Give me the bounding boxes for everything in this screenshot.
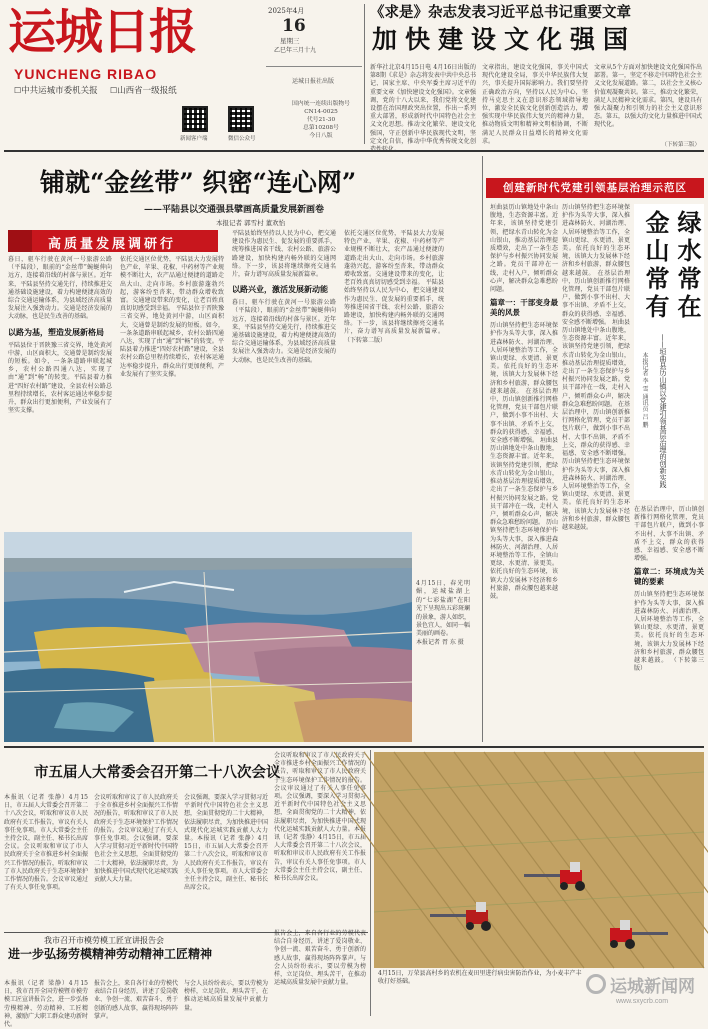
side-col2: 历山镇坚持把生态环境保护作为头等大事，深入推进森林防火、河湖治理、人居环境整治等工作，全镇山更绿、水更清、景更美。依托良好的生态环境，该镇大力发展林下经济和乡村旅游，群众腰包越来越鼓。 在基层治理中，历山镇创新推行网格化管理，党员干部包片联户，做到小事不出村、大事不出镇、矛盾不上交，群众的获得感、幸福感、安全感不断增强。 垣曲县历山镇地处中条山腹地，生态资源丰富。近年来，该镇坚持党建引领，把绿水青山转化为金山银山，推动基层治理提质增效，走出了一条生态保护与乡村振兴协同发展之路。党员干部冲在一线，走村入户，倾听群众心声，解决群众急难愁盼问题。 在基层治理中，历山镇创新推行网格化管理，党员干部包片联户，做到小事不出村、大事不出镇、矛盾不上交，群众的获得感、幸福感、安全感不断增强。 历山镇坚持把生态环境保护作为头等大事，深入推进森林防火、河湖治理、人居环境整治等工作，全镇山更绿、水更清、景更美。依托良好的生态环境，该镇大力发展林下经济和乡村旅游，群众腰包越来越鼓。 xyxy=(562,204,630,531)
side-byline: 本报记者 李 雪 通讯员 吕 鹏 xyxy=(641,352,648,428)
wheat-field-image xyxy=(374,752,704,968)
date-block xyxy=(268,6,358,54)
main-story-byline: 本报记者 郭雪村 董欢怡 xyxy=(216,219,286,227)
side-banner xyxy=(486,178,704,198)
side-section2: 篇章二：环境成为关键的要素 xyxy=(634,567,704,587)
side-headline-1: 绿水常在 xyxy=(673,210,702,322)
side-col3: 在基层治理中，历山镇创新推行网格化管理，党员干部包片联户，做到小事不出村、大事不出镇、矛盾不上交，群众的获得感、幸福感、安全感不断增强。 篇章二：环境成为关键的要素 历山镇坚持把生态环境保护作为头等大事，深入推进森林防火、河湖治理、人居环境整治等工作，全镇山更绿、水更清、景更美。依托良好的生态环境，该镇大力发展林下经济和乡村旅游，群众腰包越来越鼓。 （下转第三版） xyxy=(634,506,704,673)
npc-col4: 会议听取和审议了市人民政府关于全市推进乡村全面振兴工作情况的报告，听取和审议了市人民政府关于生态环境保护工作情况的报告。会议审议通过了有关人事任免事项。会议强调，要深入学习贯彻习近平新时代中国特色社会主义思想，全面贯彻党的二十大精神，依法履职尽责，为加快推进中国式现代化运城实践贡献人大力量。本报讯（记者 张静）4月15日，市五届人大常委会召开第二十八次会议，听取和审议市人民政府有关工作报告，审议有关人事任免事项。市人大常委会主任主持会议，副主任、秘书长出席会议。 xyxy=(274,752,366,883)
year-month: 2025年4月 xyxy=(268,7,305,15)
page-count: 今日八版 xyxy=(309,133,333,139)
watermark-title: 运城新闻网 xyxy=(610,977,695,997)
npc-col2: 会议听取和审议了市人民政府关于全市推进乡村全面振兴工作情况的报告，听取和审议了市人民政府关于生态环境保护工作情况的报告。会议审议通过了有关人事任免事项。会议强调，要深入学习贯彻习近平新时代中国特色社会主义思想，全面贯彻党的二十大精神，依法履职尽责，为加快推进中国式现代化运城实践贡献人大力量。 xyxy=(94,794,179,884)
section-banner-label: 高质量发展调研行 xyxy=(48,237,177,252)
salt-lake-image xyxy=(4,532,412,742)
watermark-url: www.sxycrb.com xyxy=(616,998,669,1005)
farm-photo-caption: 4月15日，万荣县高村乡的农机在麦田里进行病虫害防治作业，为小麦丰产丰收打好基础。 xyxy=(378,970,582,985)
photo-caption: 4月15日，春光明媚，运城盐湖上的“七彩盐湖”在阳光下呈现出五彩斑斓的景象，游人如织，景色宜人，如同一幅美丽的画卷。 本报记者 胥 东 摄 xyxy=(416,580,471,646)
farm-photo xyxy=(374,752,704,968)
watermark xyxy=(586,972,704,1016)
npc-col1: 本报讯（记者 张静）4月15日，市五届人大常委会召开第二十八次会议，听取和审议市人民政府有关工作报告，审议有关人事任免事项。市人大常委会主任主持会议，副主任、秘书长出席会议。会议听取和审议了市人民政府关于全市推进乡村全面振兴工作情况的报告，听取和审议了市人民政府关于生态环境保护工作情况的报告。会议审议通过了有关人事任免事项。 xyxy=(4,794,89,892)
labor-col4: 报告会上，来自各行业的劳模代表结合自身经历，讲述了爱岗敬业、争创一流、艰苦奋斗、勇于创新的感人故事，赢得现场阵阵掌声。与会人员纷纷表示，要以劳模为榜样，立足岗位、埋头苦干，在推动运城高质量发展中贡献力量。 xyxy=(274,930,366,987)
checkbox-icon: ☐ xyxy=(110,86,118,95)
masthead-pinyin: YUNCHENG RIBAO xyxy=(14,66,158,82)
main-col1: 暮日，驱车行驶在黄河一号旅游公路（平陆段），眼前的“金丝带”蜿蜒伸向远方，连接着沿线的村落与景区。近年来，平陆县坚持交通先行，持续推进交通基础设施建设，着力构建便捷高效的综合交通运输体系，为县域经济高质量发展注入强劲动力。交通是经济发展的大动脉，也是民生改善的基础。 以路为基，塑造发展新格局 平陆县位于晋陕豫三省交界，地处黄河中游，山区面积大，交通曾是制约发展的短板。如今，一条条道路串联起城乡，农村公路四通八达，实现了由“通”到“畅”的转变。平陆县着力推进“四好农村路”建设，全县农村公路总里程持续增长，农村客运通达率稳步提升，群众出行更加便利，产业发展有了坚实支撑。 xyxy=(8,256,112,415)
publisher: 运城日报社出版 xyxy=(292,78,335,85)
top-story-continue: （下转第三版） xyxy=(661,142,700,148)
main-subtitle2: 以路兴业，激活发展新动能 xyxy=(232,284,328,295)
labor-kicker: 我市召开市模劳模工匠宣讲报告会 xyxy=(44,936,164,945)
qr-label-wechat: 微信公众号 xyxy=(228,136,256,142)
qr-code-wechat[interactable] xyxy=(228,106,254,132)
top-story[interactable] xyxy=(370,4,704,150)
issn-block xyxy=(284,100,358,140)
side-section1: 篇章一：干部变身最美的风景 xyxy=(490,298,558,318)
salt-lake-photo xyxy=(4,532,412,742)
main-story[interactable] xyxy=(4,156,482,560)
main-story-continue: （下转第二版） xyxy=(344,336,387,344)
lunar-date: 乙巳年三月十九 xyxy=(274,47,317,54)
labor-col2: 报告会上，来自各行业的劳模代表结合自身经历，讲述了爱岗敬业、争创一流、艰苦奋斗、勇于创新的感人故事，赢得现场阵阵掌声。 xyxy=(94,980,179,1020)
top-story-kicker: 《求是》杂志发表习近平总书记重要文章 xyxy=(370,4,631,21)
cn-label: 国内统一连续出版物号 xyxy=(292,101,350,107)
party-badge: ☐中共运城市委机关报 xyxy=(14,85,98,95)
labor-headline: 进一步弘扬劳模精神劳动精神工匠精神 xyxy=(8,947,213,961)
side-headline-2: 金山常有 xyxy=(641,210,670,322)
issue-number: 总第10208号 xyxy=(303,125,339,131)
checkbox-icon: ☐ xyxy=(14,86,22,95)
npc-col3: 会议强调，要深入学习贯彻习近平新时代中国特色社会主义思想，全面贯彻党的二十大精神，依法履职尽责，为加快推进中国式现代化运城实践贡献人大力量。本报讯（记者 张静）4月15日，市五届人大常委会召开第二十八次会议，听取和审议市人民政府有关工作报告，审议有关人事任免事项。市人大常委会主任主持会议，副主任、秘书长出席会议。 xyxy=(184,794,269,892)
labor-col3: 与会人员纷纷表示，要以劳模为榜样，立足岗位、埋头苦干，在推动运城高质量发展中贡献力量。 xyxy=(184,980,269,1012)
qr-code-app[interactable] xyxy=(182,106,208,132)
main-col4: 依托交通区位优势，平陆县大力发展特色产业，苹果、花椒、中药材等产业规模不断壮大，农产品通过便捷的道路走出大山、走向市场。乡村旅游蓬勃兴起，游客纷至沓来，带动群众增收致富。交通建设带来的变化，让老百姓真真切切感受到幸福。 平陆县始终坚持以人民为中心，把交通建设作为惠民生、促发展的重要抓手，统筹推进国省干线、农村公路、旅游公路建设，加快构建内畅外联的交通网络。下一步，该县将继续擦亮交通名片，奋力谱写高质量发展新篇章。 （下转第二版） xyxy=(344,230,444,344)
qr-label-app: 新闻客户端 xyxy=(180,136,208,142)
side-col1: 垣曲县历山镇地处中条山腹地，生态资源丰富。近年来，该镇坚持党建引领，把绿水青山转化为金山银山，推动基层治理提质增效，走出了一条生态保护与乡村振兴协同发展之路。党员干部冲在一线，走村入户，倾听群众心声，解决群众急难愁盼问题。 篇章一：干部变身最美的风景 历山镇坚持把生态环境保护作为头等大事，深入推进森林防火、河湖治理、人居环境整治等工作，全镇山更绿、水更清、景更美。依托良好的生态环境，该镇大力发展林下经济和乡村旅游，群众腰包越来越鼓。 在基层治理中，历山镇创新推行网格化管理，党员干部包片联户，做到小事不出村、大事不出镇、矛盾不上交，群众的获得感、幸福感、安全感不断增强。 垣曲县历山镇地处中条山腹地，生态资源丰富。近年来，该镇坚持党建引领，把绿水青山转化为金山银山，推动基层治理提质增效，走出了一条生态保护与乡村振兴协同发展之路。党员干部冲在一线，走村入户，倾听群众心声，解决群众急难愁盼问题。 历山镇坚持把生态环境保护作为头等大事，深入推进森林防火、河湖治理、人居环境整治等工作，全镇山更绿、水更清、景更美。依托良好的生态环境，该镇大力发展林下经济和乡村旅游，群众腰包越来越鼓。 xyxy=(490,204,558,600)
npc-story[interactable] xyxy=(4,752,368,932)
day-number: 16 xyxy=(282,16,306,36)
side-headline-box xyxy=(634,204,704,500)
side-subhead: ——垣曲县历山镇以党建引领基层治理的创新实践 xyxy=(659,334,667,488)
watermark-logo-icon xyxy=(586,974,606,994)
masthead-title: 运城日报 xyxy=(8,4,197,60)
cn-number: CN14-0025 xyxy=(304,109,338,115)
photo-credit: 本报记者 胥 东 摄 xyxy=(416,638,464,646)
main-col3: 平陆县始终坚持以人民为中心，把交通建设作为惠民生、促发展的重要抓手，统筹推进国省干线、农村公路、旅游公路建设，加快构建内畅外联的交通网络。下一步，该县将继续擦亮交通名片，奋力谱写高质量发展新篇章。 以路兴业，激活发展新动能 暮日，驱车行驶在黄河一号旅游公路（平陆段），眼前的“金丝带”蜿蜒伸向远方，连接着沿线的村落与景区。近年来，平陆县坚持交通先行，持续推进交通基础设施建设，着力构建便捷高效的综合交通运输体系，为县域经济高质量发展注入强劲动力。交通是经济发展的大动脉，也是民生改善的基础。 xyxy=(232,230,336,364)
top-story-col3: 文章从5个方面对加快建设文化强国作出部署。第一，坚定不移走中国特色社会主义文化发展道路。第二，以社会主义核心价值观凝聚共识。第三，推动文化繁荣，满足人民精神文化需求。第四，建设具有强大凝聚力和引领力的社会主义意识形态。第五，以强大的文化力量推进中国式现代化。 xyxy=(594,64,703,129)
main-story-headline: 铺就“金丝带” 织密“连心网” xyxy=(40,168,357,197)
main-col2: 依托交通区位优势，平陆县大力发展特色产业，苹果、花椒、中药材等产业规模不断壮大，农产品通过便捷的道路走出大山、走向市场。乡村旅游蓬勃兴起，游客纷至沓来，带动群众增收致富。交通建设带来的变化，让老百姓真真切切感受到幸福。 平陆县位于晋陕豫三省交界，地处黄河中游，山区面积大，交通曾是制约发展的短板。如今，一条条道路串联起城乡，农村公路四通八达，实现了由“通”到“畅”的转变。平陆县着力推进“四好农村路”建设，全县农村公路总里程持续增长，农村客运通达率稳步提升，群众出行更加便利，产业发展有了坚实支撑。 xyxy=(120,256,224,378)
side-banner-label: 创建新时代党建引领基层治理示范区 xyxy=(503,182,687,194)
top-story-headline: 加快建设文化强国 xyxy=(372,25,637,54)
top-story-col1: 新华社北京4月15日电 4月16日出版的第8期《求是》杂志将发表中共中央总书记、国家主席、中央军委主席习近平的重要文章《加快建设文化强国》。文章强调，党的十八大以来，我们党将文化建设摆在治国理政突出位置，作出一系列重大部署，形成新时代中国特色社会主义文化思想。推动文化繁荣、建设文化强国，守正创新中华民族现代文明，坚定文化自信，推动中华优秀传统文化创 xyxy=(370,64,476,145)
top-story-col2: 文章指出，建设文化强国，事关中国式现代化建设全局，事关中华民族伟大复兴，事关提升国际影响力。我们要坚持正确政治方向，坚持以人民为中心，坚持马克思主义在意识形态领域指导地位，激发全民族文化创新创造活力，增强实现中华民族伟大复兴的精神力量，推动物质文明和精神文明相协调，不断满足人民群众日益增长的精神文化需求。 xyxy=(482,64,588,145)
main-story-subhead: ——平陆县以交通强县擘画高质量发展新画卷 xyxy=(144,205,325,215)
side-feature[interactable] xyxy=(486,156,704,742)
postal-code: 代号21-30 xyxy=(306,117,336,123)
grade-badge: ☐山西省一级报纸 xyxy=(110,85,177,95)
section-banner xyxy=(8,230,218,252)
weekday: 星期三 xyxy=(280,37,300,45)
side-continue: （下转第三版） xyxy=(634,657,704,673)
main-subtitle1: 以路为基，塑造发展新格局 xyxy=(8,326,104,337)
npc-headline: 市五届人大常委会召开第二十八次会议 xyxy=(34,764,281,781)
labor-col1: 本报讯（记者 梁静）4月15日，我市召开全国劳模暨市模劳模工匠宣讲报告会，进一步弘扬劳模精神、劳动精神、工匠精神，激励广大职工群众建功新时代。 xyxy=(4,980,89,1029)
